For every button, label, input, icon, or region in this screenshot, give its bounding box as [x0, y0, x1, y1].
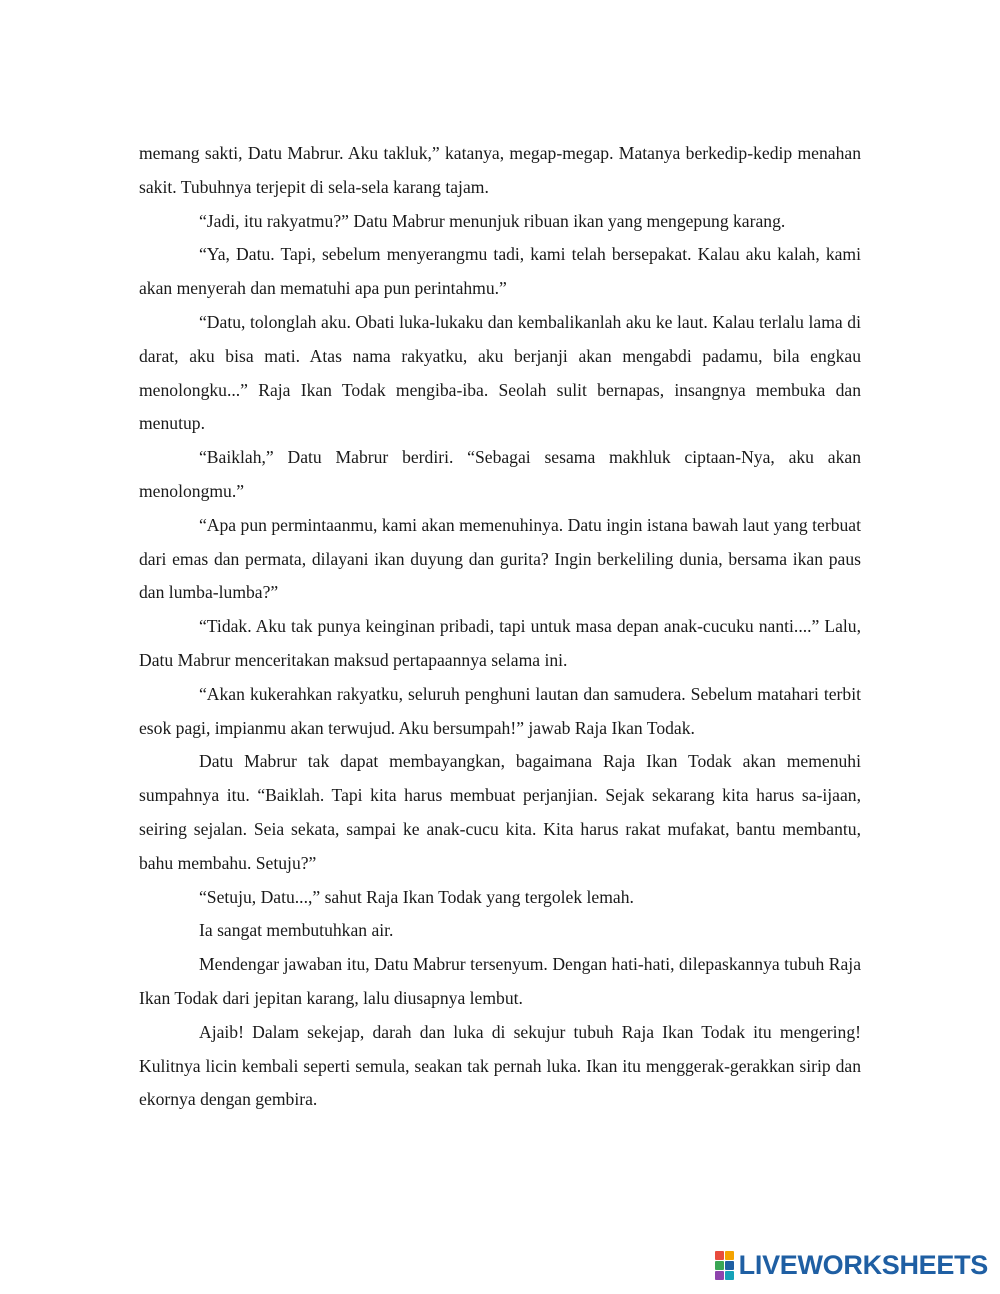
logo-tile-icon	[725, 1271, 734, 1280]
logo-tile-icon	[725, 1251, 734, 1260]
logo-tile-icon	[715, 1251, 724, 1260]
paragraph-1: memang sakti, Datu Mabrur. Aku takluk,” katanya, megap-megap. Matanya berkedip-kedip menahan sakit. Tubuhnya terjepit di sela-sela karang tajam.	[139, 143, 861, 197]
liveworksheets-logo-icon	[715, 1251, 734, 1280]
paragraph-6: “Apa pun permintaanmu, kami akan memenuhinya. Datu ingin istana bawah laut yang terbuat dari emas dan permata, dilayani ikan duyung dan gurita? Ingin berkeliling dunia, bersama ikan paus dan lumba-lumba?”	[139, 514, 861, 603]
paragraph-3: “Ya, Datu. Tapi, sebelum menyerangmu tadi, kami telah bersepakat. Kalau aku kalah, kami akan menyerah dan mematuhi apa pun perintahmu.”	[139, 244, 861, 299]
document-page	[139, 137, 861, 1117]
logo-tile-icon	[725, 1261, 734, 1270]
paragraph-5: “Baiklah,” Datu Mabrur berdiri. “Sebagai sesama makhluk ciptaan-Nya, aku akan menolongmu.”	[139, 447, 861, 501]
paragraph-8: “Akan kukerahkan rakyatku, seluruh penghuni lautan dan samudera. Sebelum matahari terbit esok pagi, impianmu akan terwujud. Aku bersumpah!” jawab Raja Ikan Todak.	[139, 683, 861, 738]
paragraph-10: “Setuju, Datu...,” sahut Raja Ikan Todak yang tergolek lemah.	[199, 886, 634, 907]
paragraph-13: Ajaib! Dalam sekejap, darah dan luka di sekujur tubuh Raja Ikan Todak itu mengering! Kulitnya licin kembali seperti semula, seakan tak pernah luka. Ikan itu menggerak-gerakkan sirip dan ekornya dengan gembira.	[139, 1021, 861, 1110]
paragraph-4: “Datu, tolonglah aku. Obati luka-lukaku dan kembalikanlah aku ke laut. Kalau terlalu lama di darat, aku bisa mati. Atas nama rakyatku, aku berjanji akan mengabdi padamu, bila engkau menolongku...” Raja Ikan Todak mengiba-iba. Seolah sulit bernapas, insangnya membuka dan menutup.	[139, 311, 861, 434]
watermark-text: LIVEWORKSHEETS	[738, 1250, 988, 1280]
paragraph-7: “Tidak. Aku tak punya keinginan pribadi, tapi untuk masa depan anak-cucuku nanti....” Lalu, Datu Mabrur menceritakan maksud pertapaannya selama ini.	[139, 616, 861, 670]
paragraph-9: Datu Mabrur tak dapat membayangkan, bagaimana Raja Ikan Todak akan memenuhi sumpahnya itu. “Baiklah. Tapi kita harus membuat perjanjian. Sejak sekarang kita harus sa-ijaan, seiring sejalan. Seia sekata, sampai ke anak-cucu kita. Kita harus rakat mufakat, bantu membantu, bahu membahu. Setuju?”	[139, 751, 861, 873]
paragraph-12: Mendengar jawaban itu, Datu Mabrur tersenyum. Dengan hati-hati, dilepaskannya tubuh Raja Ikan Todak dari jepitan karang, lalu diusapnya lembut.	[139, 954, 861, 1008]
paragraph-11: Ia sangat membutuhkan air.	[199, 920, 394, 941]
logo-tile-icon	[715, 1261, 724, 1270]
paragraph-2: “Jadi, itu rakyatmu?” Datu Mabrur menunjuk ribuan ikan yang mengepung karang.	[199, 210, 786, 231]
logo-tile-icon	[715, 1271, 724, 1280]
liveworksheets-watermark	[715, 1250, 988, 1280]
